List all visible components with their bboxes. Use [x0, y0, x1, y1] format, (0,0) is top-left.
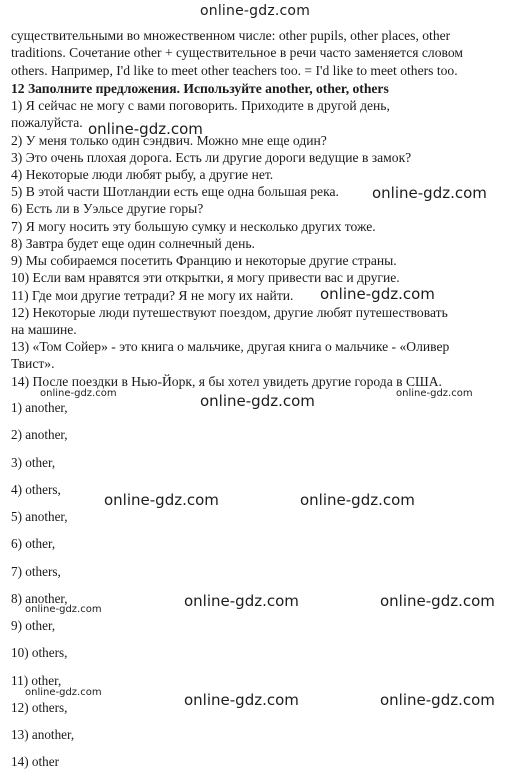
answer-4: 4) others,: [11, 482, 61, 497]
sentence-12-cont: на машине.: [11, 322, 77, 337]
watermark: online-gdz.com: [380, 592, 495, 610]
answer-11: 11) other,: [11, 673, 62, 688]
answer-7: 7) others,: [11, 564, 61, 579]
watermark: online-gdz.com: [184, 592, 299, 610]
sentence-1-cont: пожалуйста.: [11, 115, 83, 130]
answer-3: 3) other,: [11, 455, 56, 470]
sentence-10: 10) Если вам нравятся эти открытки, я могу привести вас и другие.: [11, 270, 400, 285]
watermark: online-gdz.com: [300, 491, 415, 509]
intro-line-2: traditions. Сочетание other + существительное в речи часто заменяется словом: [11, 45, 463, 60]
sentence-3: 3) Это очень плохая дорога. Есть ли другие дороги ведущие в замок?: [11, 150, 412, 165]
answer-5: 5) another,: [11, 509, 68, 524]
sentence-4: 4) Некоторые люди любят рыбу, а другие нет.: [11, 167, 274, 182]
answer-13: 13) another,: [11, 727, 75, 742]
sentence-13-cont: Твист».: [11, 356, 55, 371]
answer-8: 8) another,: [11, 591, 68, 606]
sentence-6: 6) Есть ли в Уэльсе другие горы?: [11, 201, 204, 216]
watermark: online-gdz.com: [380, 691, 495, 709]
sentence-9: 9) Мы собираемся посетить Францию и некоторые другие страны.: [11, 253, 397, 268]
watermark: online-gdz.com: [320, 285, 435, 303]
sentence-5: 5) В этой части Шотландии есть еще одна большая река.: [11, 184, 339, 199]
exercise-heading: 12 Заполните предложения. Используйте another, other, others: [11, 81, 389, 96]
watermark: online-gdz.com: [372, 184, 487, 202]
sentence-14: 14) После поездки в Нью-Йорк, я бы хотел увидеть другие города в США.: [11, 374, 442, 389]
answer-12: 12) others,: [11, 700, 68, 715]
answer-6: 6) other,: [11, 536, 56, 551]
intro-line-3: others. Например, I'd like to meet other teachers too. = I'd like to meet others too.: [11, 63, 458, 78]
watermark-top: online-gdz.com: [200, 3, 311, 19]
watermark: online-gdz.com: [25, 604, 102, 615]
watermark: online-gdz.com: [88, 120, 203, 138]
answer-9: 9) other,: [11, 618, 56, 633]
watermark: online-gdz.com: [40, 388, 117, 399]
answer-14: 14) other: [11, 754, 59, 769]
sentence-1: 1) Я сейчас не могу с вами поговорить. Приходите в другой день,: [11, 98, 390, 113]
sentence-8: 8) Завтра будет еще один солнечный день.: [11, 236, 255, 251]
answer-2: 2) another,: [11, 427, 68, 442]
answer-10: 10) others,: [11, 645, 68, 660]
sentence-13: 13) «Том Сойер» - это книга о мальчике, другая книга о мальчике - «Оливер: [11, 339, 450, 354]
sentence-11: 11) Где мои другие тетради? Я не могу их найти.: [11, 288, 294, 303]
watermark: online-gdz.com: [104, 491, 219, 509]
answer-1: 1) another,: [11, 400, 68, 415]
watermark: online-gdz.com: [184, 691, 299, 709]
sentence-12: 12) Некоторые люди путешествуют поездом, другие любят путешествовать: [11, 305, 448, 320]
watermark: online-gdz.com: [25, 687, 102, 698]
intro-line-1: существительными во множественном числе: other pupils, other places, other: [11, 28, 451, 43]
watermark: online-gdz.com: [200, 392, 315, 410]
watermark: online-gdz.com: [396, 388, 473, 399]
sentence-2: 2) У меня только один сэндвич. Можно мне еще один?: [11, 133, 327, 148]
sentence-7: 7) Я могу носить эту большую сумку и несколько других тоже.: [11, 219, 376, 234]
